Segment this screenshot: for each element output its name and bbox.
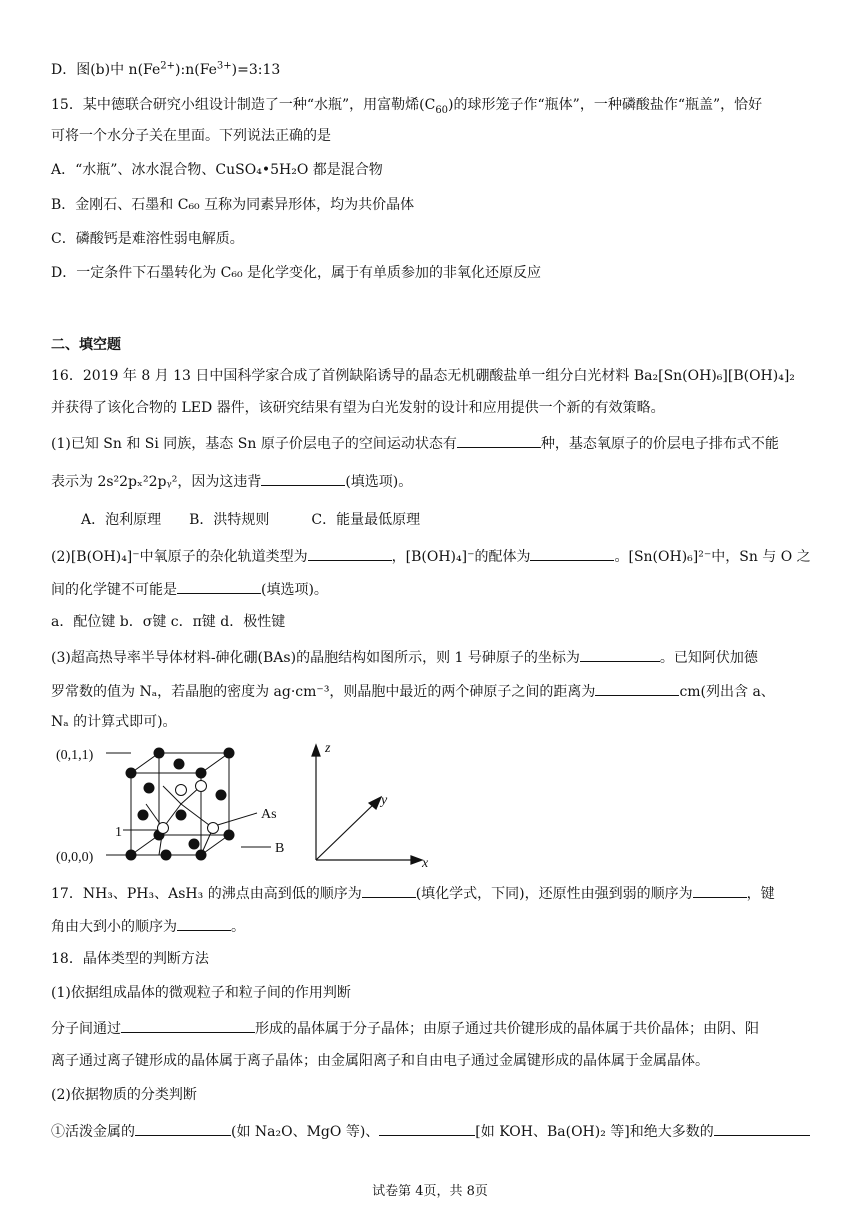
section-title: 二、填空题 (51, 337, 121, 353)
q16-part1-line2: 表示为 2s²2pₓ²2pᵧ²，因为这违背 (填选项)。 (51, 470, 810, 492)
bas-unit-cell-diagram (51, 740, 441, 870)
q16-part2-options: a．配位键 b．σ键 c．π键 d．极性键 (51, 614, 286, 630)
answer-blank[interactable] (308, 545, 392, 561)
answer-blank[interactable] (580, 646, 660, 662)
q16-part2-line1: (2)[B(OH)₄]⁻中氧原子的杂化轨道类型为 ，[B(OH)₄]⁻的配体为 。[Sn(OH)₆]²⁻中，Sn 与 O 之 (51, 545, 810, 567)
answer-blank[interactable] (457, 432, 541, 448)
q17-line2: 角由大到小的顺序为 。 (51, 915, 810, 937)
q15-option-d: D．一定条件下石墨转化为 C₆₀ 是化学变化，属于有单质参加的非氧化还原反应 (51, 265, 542, 281)
q16-part1-options: A．泡利原理 B．洪特规则 C．能量最低原理 (81, 512, 421, 528)
q16-stem-line2: 并获得了该化合物的 LED 器件，该研究结果有望为白光发射的设计和应用提供一个新的有效策略。 (51, 400, 665, 416)
answer-blank[interactable] (121, 1017, 255, 1033)
answer-blank[interactable] (714, 1120, 810, 1136)
q15-stem-line1: 15．某中德联合研究小组设计制造了一种“水瓶”，用富勒烯$(C_{60})$的球形笼子作“瓶体”，一种磷酸盐作“瓶盖”，恰好 (51, 97, 763, 116)
axis-z-label: z (325, 741, 331, 756)
crystal-figure (51, 740, 441, 874)
answer-blank[interactable] (693, 882, 747, 898)
q16-part1-line1: (1)已知 Sn 和 Si 同族，基态 Sn 原子价层电子的空间运动状态有 种，基态氧原子的价层电子排布式不能 (51, 432, 810, 454)
axis-x-label: x (422, 856, 429, 870)
q16-part3-line2: 罗常数的值为 Nₐ，若晶胞的密度为 ag·cm⁻³，则晶胞中最近的两个砷原子之间的距离为 cm(列出含 a、 (51, 680, 810, 702)
q15-stem-line2: 可将一个水分子关在里面。下列说法正确的是 (51, 128, 331, 144)
axis-y-label: y (381, 793, 388, 808)
q18-part1: (1)依据组成晶体的微观粒子和粒子间的作用判断 (51, 985, 351, 1001)
q18-part2-line1: ①活泼金属的 (如 Na₂O、MgO 等)、 [如 KOH、Ba(OH)₂ 等]和绝大多数的 (51, 1120, 810, 1142)
q14-option-d: D．图(b)中 $n(Fe^{2+}):n(Fe^{3+})=3:13$ (51, 60, 281, 78)
answer-blank[interactable] (177, 915, 231, 931)
label-1: 1 (115, 825, 122, 840)
q18-part1-line2: 离子通过离子键形成的晶体属于离子晶体；由金属阳离子和自由电子通过金属键形成的晶体属于金属晶体。 (51, 1053, 709, 1069)
label-b: B (275, 841, 285, 856)
label-011: (0,1,1) (56, 748, 94, 763)
label-as: As (261, 807, 277, 822)
answer-blank[interactable] (135, 1120, 231, 1136)
page-footer: 试卷第 4页，共 8页 (372, 1184, 488, 1199)
q18-title: 18．晶体类型的判断方法 (51, 951, 209, 967)
answer-blank[interactable] (177, 578, 261, 594)
q17-line1: 17．NH₃、PH₃、AsH₃ 的沸点由高到低的顺序为 (填化学式，下同)，还原性由强到弱的顺序为 ，键 (51, 882, 810, 904)
q16-part2-line2: 间的化学键不可能是 (填选项)。 (51, 578, 810, 600)
q18-part2: (2)依据物质的分类判断 (51, 1087, 197, 1103)
answer-blank[interactable] (261, 470, 345, 486)
q16-part3-line3: Nₐ 的计算式即可)。 (51, 714, 177, 730)
q15-option-a: A．“水瓶”、冰水混合物、CuSO₄•5H₂O 都是混合物 (51, 162, 383, 178)
q15-option-c: C．磷酸钙是难溶性弱电解质。 (51, 231, 244, 247)
q18-part1-line1: 分子间通过 形成的晶体属于分子晶体；由原子通过共价键形成的晶体属于共价晶体；由阴、阳 (51, 1017, 810, 1039)
q16-part3-line1: (3)超高热导率半导体材料-砷化硼(BAs)的晶胞结构如图所示，则 1 号砷原子的坐标为 。已知阿伏加德 (51, 646, 810, 668)
answer-blank[interactable] (530, 545, 614, 561)
answer-blank[interactable] (362, 882, 416, 898)
answer-blank[interactable] (595, 680, 679, 696)
q15-option-b: B．金刚石、石墨和 C₆₀ 互称为同素异形体，均为共价晶体 (51, 197, 415, 213)
q16-stem-line1: 16．2019 年 8 月 13 日中国科学家合成了首例缺陷诱导的晶态无机硼酸盐单一组分白光材料 Ba₂[Sn(OH)₆][B(OH)₄]₂ (51, 368, 795, 384)
label-000: (0,0,0) (56, 850, 94, 865)
answer-blank[interactable] (379, 1120, 475, 1136)
